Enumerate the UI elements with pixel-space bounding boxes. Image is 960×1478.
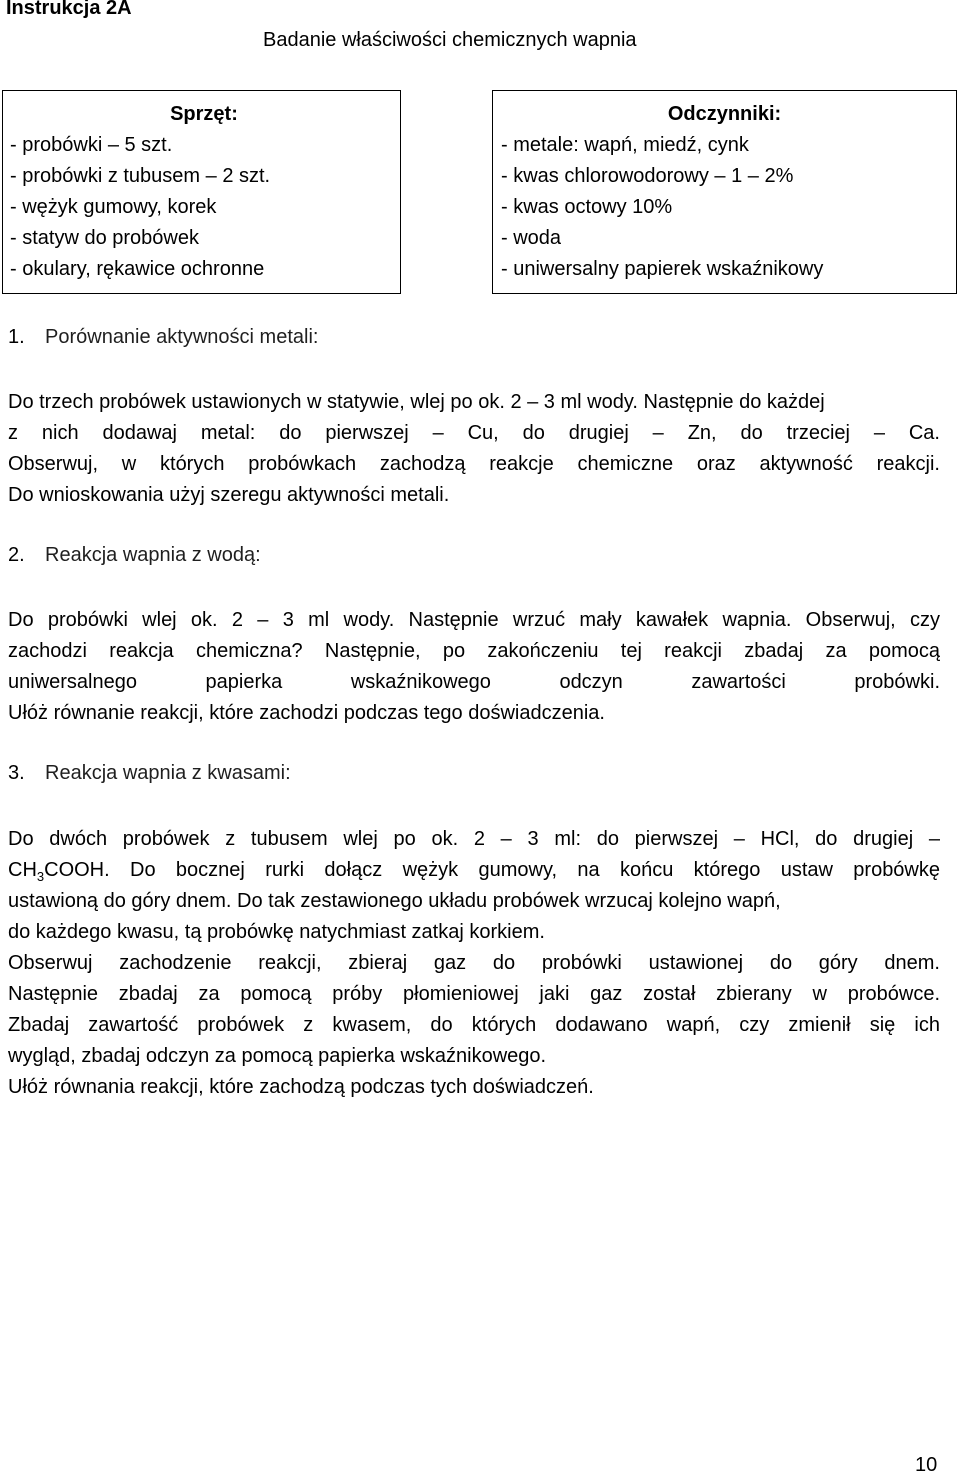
section-1-heading (8, 326, 318, 349)
text-line: Zbadaj zawartość probówek z kwasem, do których dodawano wapń, czy zmienił się ich (8, 1014, 940, 1036)
list-item: - metale: wapń, miedź, cynk (501, 134, 749, 156)
text-line: Do wnioskowania użyj szeregu aktywności metali. (8, 484, 450, 506)
reagents-box (492, 90, 957, 294)
text-line: Obserwuj zachodzenie reakcji, zbieraj gaz do probówki ustawionej do góry dnem. (8, 952, 940, 974)
text-line: Do probówki wlej ok. 2 – 3 ml wody. Następnie wrzuć mały kawałek wapnia. Obserwuj, czy (8, 609, 940, 631)
equipment-list (3, 130, 400, 285)
section-3-body (8, 824, 940, 1103)
text-line: do każdego kwasu, tą probówkę natychmiast zatkaj korkiem. (8, 921, 545, 943)
text-line: wygląd, zbadaj odczyn za pomocą papierka wskaźnikowego. (8, 1045, 547, 1067)
list-item: - probówki z tubusem – 2 szt. (10, 165, 271, 187)
page-number: 10 (915, 1454, 938, 1476)
list-item: - wężyk gumowy, korek (10, 196, 217, 218)
reagents-list (493, 130, 956, 285)
text-line: z nich dodawaj metal: do pierwszej – Cu, do drugiej – Zn, do trzeciej – Ca. (8, 422, 940, 444)
list-item: - kwas octowy 10% (501, 196, 673, 218)
formula-subscript: 3 (36, 869, 45, 884)
list-item: - statyw do probówek (10, 227, 199, 249)
section-number: 1. (8, 326, 25, 348)
list-item: - okulary, rękawice ochronne (10, 258, 265, 280)
text-line: ustawioną do góry dnem. Do tak zestawionego układu probówek wrzucaj kolejno wapń, (8, 890, 781, 912)
section-title: Porównanie aktywności metali: (45, 326, 319, 348)
text-line: Do dwóch probówek z tubusem wlej po ok. 2 – 3 ml: do pierwszej – HCl, do drugiej – (8, 828, 940, 850)
list-item: - woda (501, 227, 562, 249)
text-line (8, 855, 940, 886)
formula-rest: COOH. Do bocznej rurki dołącz wężyk gumowy, na końcu którego ustaw probówkę (44, 859, 940, 881)
section-title: Reakcja wapnia z wodą: (45, 544, 261, 566)
document-subtitle: Badanie właściwości chemicznych wapnia (263, 29, 637, 51)
section-number: 2. (8, 544, 25, 566)
text-line: zachodzi reakcja chemiczna? Następnie, po zakończeniu tej reakcji zbadaj za pomocą (8, 640, 940, 662)
section-number: 3. (8, 762, 25, 784)
equipment-heading: Sprzęt: (170, 103, 238, 125)
section-2-heading (8, 544, 261, 567)
document-title: Instrukcja 2A (6, 0, 132, 19)
text-line: Do trzech probówek ustawionych w statywie, wlej po ok. 2 – 3 ml wody. Następnie do każdej (8, 391, 825, 413)
list-item: - uniwersalny papierek wskaźnikowy (501, 258, 824, 280)
text-line: Obserwuj, w których probówkach zachodzą reakcje chemiczne oraz aktywność reakcji. (8, 453, 940, 475)
text-line: Ułóż równania reakcji, które zachodzą podczas tych doświadczeń. (8, 1076, 594, 1098)
text-line: uniwersalnego papierka wskaźnikowego odczyn zawartości probówki. (8, 671, 940, 693)
reagents-heading: Odczynniki: (667, 103, 782, 125)
section-title: Reakcja wapnia z kwasami: (45, 762, 291, 784)
equipment-box (2, 90, 401, 294)
section-3-heading (8, 762, 291, 785)
formula-ch: CH (8, 859, 37, 881)
list-item: - kwas chlorowodorowy – 1 – 2% (501, 165, 794, 187)
section-2-body (8, 605, 940, 729)
section-1-body (8, 387, 940, 511)
list-item: - probówki – 5 szt. (10, 134, 173, 156)
text-line: Następnie zbadaj za pomocą próby płomieniowej jaki gaz został zbierany w probówce. (8, 983, 940, 1005)
text-line: Ułóż równanie reakcji, które zachodzi podczas tego doświadczenia. (8, 702, 605, 724)
